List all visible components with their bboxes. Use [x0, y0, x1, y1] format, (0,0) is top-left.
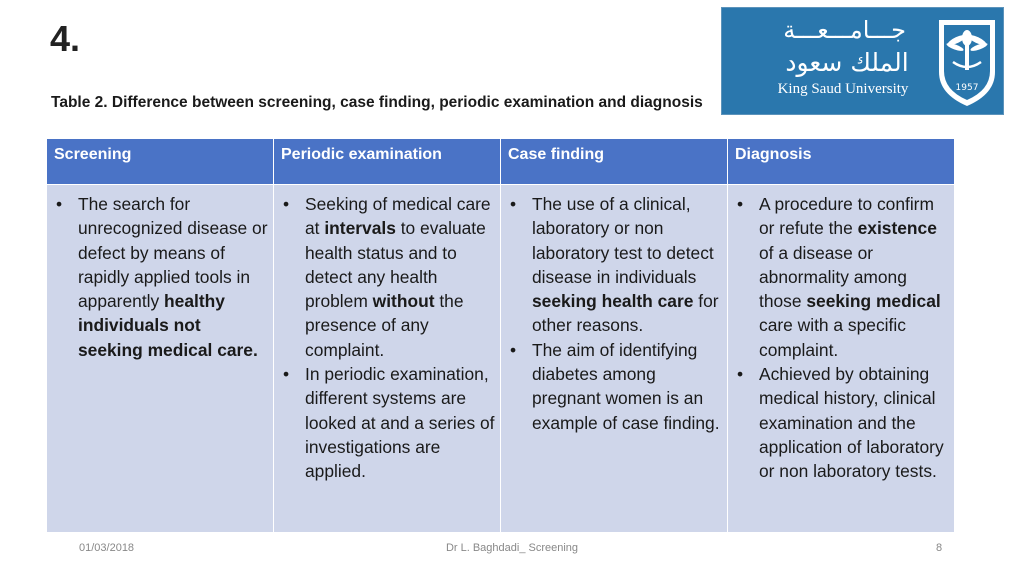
- university-logo: [721, 7, 1004, 115]
- list-item: • The search for unrecognized disease or defect by means of rapidly applied tools in apparently healthy individuals not seeking medical care.: [55, 192, 269, 362]
- table-header-row: [47, 139, 955, 185]
- list-item: • In periodic examination, different systems are looked at and a series of investigations are applied.: [282, 362, 496, 483]
- list-item: • Achieved by obtaining medical history, clinical examination and the application of laboratory or non laboratory tests.: [736, 362, 950, 483]
- table-row: [47, 185, 955, 533]
- header-case-finding: Case finding: [501, 139, 728, 185]
- slide-number: 4.: [50, 18, 81, 59]
- list-item: • Seeking of medical care at intervals to evaluate health status and to detect any health problem without the presence of any complaint.: [282, 192, 496, 362]
- emblem-year: 1957: [955, 83, 979, 93]
- footer-author: Dr L. Baghdadi_ Screening: [445, 542, 579, 554]
- list-item: • The use of a clinical, laboratory or non laboratory test to detect disease in individuals seeking health care for other reasons.: [509, 192, 723, 338]
- cell-screening: [47, 185, 274, 533]
- list-item: • The aim of identifying diabetes among pregnant women is an example of case finding.: [509, 338, 723, 435]
- logo-english-name: King Saud University: [777, 81, 909, 97]
- header-periodic-examination: Periodic examination: [274, 139, 501, 185]
- cell-diagnosis: [728, 185, 955, 533]
- comparison-table: [46, 138, 955, 533]
- footer-date: 01/03/2018: [79, 542, 135, 554]
- table-caption: Table 2. Difference between screening, case finding, periodic examination and diagnosis: [51, 94, 703, 111]
- emblem-icon: [935, 14, 999, 108]
- footer-page-number: 8: [936, 542, 943, 554]
- cell-case-finding: [501, 185, 728, 533]
- logo-arabic-line2: الملك سعود: [785, 48, 909, 77]
- cell-periodic-examination: [274, 185, 501, 533]
- list-item: • A procedure to confirm or refute the existence of a disease or abnormality among those seeking medical care with a specific complaint.: [736, 192, 950, 362]
- header-diagnosis: Diagnosis: [728, 139, 955, 185]
- header-screening: Screening: [47, 139, 274, 185]
- logo-arabic-line1: جـــامـــعـــة: [783, 16, 906, 44]
